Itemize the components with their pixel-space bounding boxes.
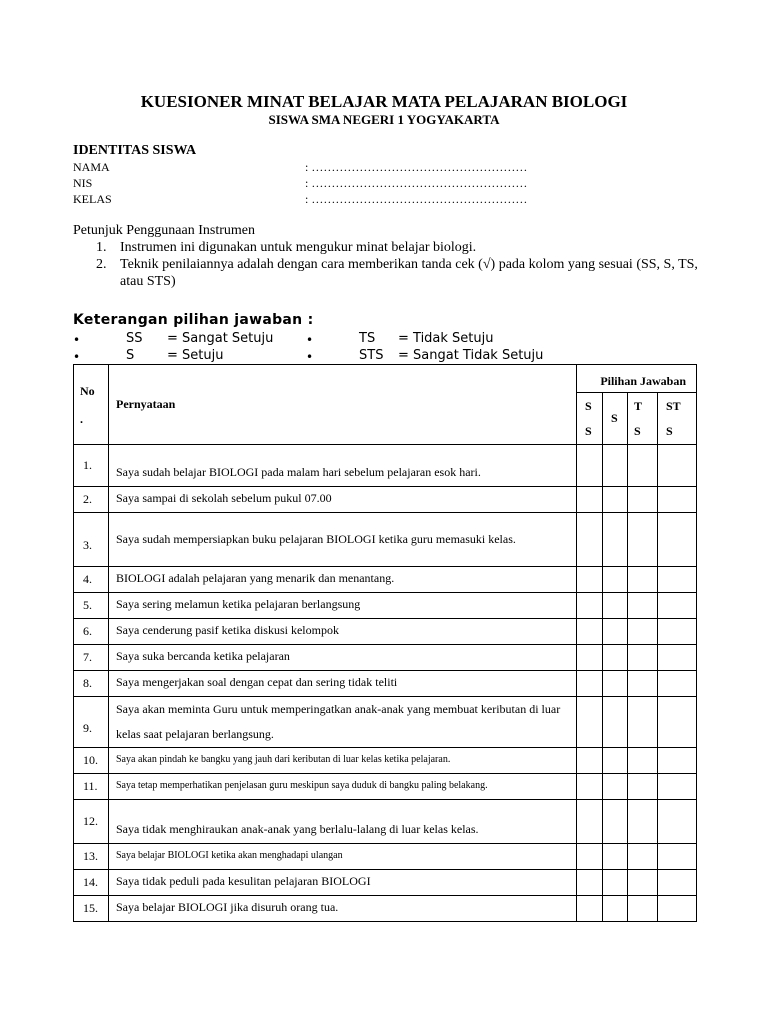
- answer-cell-s[interactable]: [603, 513, 628, 567]
- bullet-icon: •: [73, 333, 81, 347]
- table-row: [74, 645, 697, 671]
- answer-cell-ss[interactable]: [577, 593, 603, 619]
- answer-cell-sts[interactable]: [658, 844, 697, 870]
- answer-cell-ts[interactable]: [628, 513, 658, 567]
- answer-cell-ts[interactable]: [628, 671, 658, 697]
- answer-cell-s[interactable]: [603, 774, 628, 800]
- legend-code: TS: [359, 331, 376, 346]
- answer-cell-sts[interactable]: [658, 567, 697, 593]
- answer-cell-sts[interactable]: [658, 671, 697, 697]
- answer-cell-s[interactable]: [603, 800, 628, 844]
- legend-meaning: = Sangat Tidak Setuju: [398, 348, 544, 363]
- choice-header-ts: [628, 393, 658, 445]
- column-header-no-dot: .: [80, 411, 83, 426]
- instruction-text: Teknik penilaiannya adalah dengan cara memberikan tanda cek (√) pada kolom yang sesuai (SS, S, TS, atau STS): [120, 257, 698, 289]
- statement-text: Saya suka bercanda ketika pelajaran: [109, 645, 577, 671]
- answer-cell-s[interactable]: [603, 748, 628, 774]
- answer-cell-s[interactable]: [603, 593, 628, 619]
- answer-cell-ss[interactable]: [577, 844, 603, 870]
- table-row: [74, 567, 697, 593]
- table-row: [74, 774, 697, 800]
- answer-cell-ss[interactable]: [577, 567, 603, 593]
- answer-cell-ts[interactable]: [628, 487, 658, 513]
- answer-cell-ts[interactable]: [628, 896, 658, 922]
- answer-cell-ts[interactable]: [628, 593, 658, 619]
- answer-cell-ss[interactable]: [577, 800, 603, 844]
- answer-cell-s[interactable]: [603, 671, 628, 697]
- choice-header-line: ST: [666, 398, 681, 413]
- nis-field[interactable]: : ………………………………………………: [305, 176, 528, 190]
- answer-cell-ts[interactable]: [628, 697, 658, 748]
- identity-heading: IDENTITAS SISWA: [73, 143, 197, 158]
- answer-cell-ts[interactable]: [628, 748, 658, 774]
- identity-row-nama: [73, 160, 527, 175]
- answer-cell-sts[interactable]: [658, 748, 697, 774]
- table-row: [74, 844, 697, 870]
- answer-cell-ss[interactable]: [577, 774, 603, 800]
- row-number: 9.: [74, 697, 109, 748]
- answer-cell-ss[interactable]: [577, 445, 603, 487]
- statement-text: Saya tidak peduli pada kesulitan pelajaran BIOLOGI: [109, 870, 577, 896]
- choice-header-line: T: [634, 398, 643, 413]
- answer-cell-ts[interactable]: [628, 619, 658, 645]
- answer-cell-ss[interactable]: [577, 487, 603, 513]
- row-number: 14.: [74, 870, 109, 896]
- table-row: [74, 697, 697, 748]
- answer-cell-sts[interactable]: [658, 513, 697, 567]
- answer-cell-sts[interactable]: [658, 697, 697, 748]
- row-number: 12.: [74, 800, 109, 844]
- answer-cell-ts[interactable]: [628, 645, 658, 671]
- identity-label: NAMA: [73, 160, 110, 174]
- column-header-statement: Pernyataan: [109, 365, 577, 445]
- answer-cell-s[interactable]: [603, 896, 628, 922]
- answer-cell-sts[interactable]: [658, 896, 697, 922]
- table-row: [74, 748, 697, 774]
- instruction-number: 1.: [96, 240, 107, 255]
- statement-text: Saya belajar BIOLOGI jika disuruh orang tua.: [109, 896, 577, 922]
- statement-text: Saya mengerjakan soal dengan cepat dan sering tidak teliti: [109, 671, 577, 697]
- answer-cell-s[interactable]: [603, 697, 628, 748]
- identity-row-kelas: [73, 192, 527, 207]
- row-number: 1.: [74, 445, 109, 487]
- answer-cell-sts[interactable]: [658, 445, 697, 487]
- statement-text: BIOLOGI adalah pelajaran yang menarik dan menantang.: [109, 567, 577, 593]
- table-row: [74, 513, 697, 567]
- answer-cell-s[interactable]: [603, 445, 628, 487]
- answer-cell-sts[interactable]: [658, 800, 697, 844]
- answer-cell-s[interactable]: [603, 645, 628, 671]
- column-header-no-text: No: [80, 383, 95, 398]
- legend-meaning: = Setuju: [167, 348, 224, 363]
- class-field[interactable]: : ………………………………………………: [305, 192, 528, 206]
- answer-cell-ts[interactable]: [628, 445, 658, 487]
- legend-code: STS: [359, 348, 384, 363]
- table-body: [74, 445, 697, 922]
- row-number: 6.: [74, 619, 109, 645]
- bullet-icon: •: [306, 333, 314, 347]
- answer-cell-ss[interactable]: [577, 748, 603, 774]
- answer-cell-ss[interactable]: [577, 513, 603, 567]
- answer-cell-ts[interactable]: [628, 774, 658, 800]
- answer-cell-ss[interactable]: [577, 645, 603, 671]
- answer-cell-sts[interactable]: [658, 487, 697, 513]
- legend-code: S: [126, 348, 135, 363]
- legend-meaning: = Tidak Setuju: [398, 331, 494, 346]
- answer-cell-sts[interactable]: [658, 774, 697, 800]
- statement-text: Saya sering melamun ketika pelajaran berlangsung: [109, 593, 577, 619]
- answer-cell-sts[interactable]: [658, 645, 697, 671]
- answer-cell-sts[interactable]: [658, 619, 697, 645]
- choice-header-line: S: [585, 423, 592, 438]
- choice-header-sts: [658, 393, 697, 445]
- statement-text: Saya akan meminta Guru untuk memperingatkan anak-anak yang membuat keributan di luar kelas saat pelajaran berlangsung.: [109, 697, 577, 748]
- choice-header-s: S: [603, 393, 628, 445]
- legend-heading: Keterangan pilihan jawaban :: [73, 312, 314, 328]
- statement-text: Saya tetap memperhatikan penjelasan guru meskipun saya duduk di bangku paling belakang.: [109, 774, 577, 800]
- answer-cell-ss[interactable]: [577, 619, 603, 645]
- table-row: [74, 896, 697, 922]
- statement-text: Saya belajar BIOLOGI ketika akan menghadapi ulangan: [109, 844, 577, 870]
- statement-text: Saya sampai di sekolah sebelum pukul 07.00: [109, 487, 577, 513]
- statement-text: Saya tidak menghiraukan anak-anak yang berlalu-lalang di luar kelas kelas.: [109, 800, 577, 844]
- identity-label: KELAS: [73, 192, 112, 206]
- row-number: 3.: [74, 513, 109, 567]
- choice-header-line: S: [585, 398, 592, 413]
- answer-cell-ts[interactable]: [628, 870, 658, 896]
- answer-cell-ts[interactable]: [628, 844, 658, 870]
- column-header-no: [74, 365, 109, 445]
- statement-text: Saya cenderung pasif ketika diskusi kelompok: [109, 619, 577, 645]
- answer-cell-ts[interactable]: [628, 800, 658, 844]
- answer-cell-s[interactable]: [603, 567, 628, 593]
- answer-cell-ts[interactable]: [628, 567, 658, 593]
- row-number: 15.: [74, 896, 109, 922]
- row-number: 11.: [74, 774, 109, 800]
- choice-header-line: S: [634, 423, 641, 438]
- instructions-heading: Petunjuk Penggunaan Instrumen: [73, 223, 255, 238]
- table-row: [74, 593, 697, 619]
- row-number: 7.: [74, 645, 109, 671]
- questionnaire-table: [73, 364, 697, 922]
- legend-code: SS: [126, 331, 143, 346]
- statement-text: Saya sudah belajar BIOLOGI pada malam hari sebelum pelajaran esok hari.: [109, 445, 577, 487]
- identity-label: NIS: [73, 176, 93, 190]
- answer-cell-ss[interactable]: [577, 870, 603, 896]
- row-number: 10.: [74, 748, 109, 774]
- instruction-text: Instrumen ini digunakan untuk mengukur minat belajar biologi.: [120, 240, 477, 255]
- table-row: [74, 800, 697, 844]
- row-number: 13.: [74, 844, 109, 870]
- instruction-number: 2.: [96, 257, 107, 272]
- statement-text: Saya akan pindah ke bangku yang jauh dari keributan di luar kelas ketika pelajaran.: [109, 748, 577, 774]
- table-row: [74, 487, 697, 513]
- choice-header-ss: [577, 393, 603, 445]
- table-row: [74, 619, 697, 645]
- row-number: 2.: [74, 487, 109, 513]
- statement-text: Saya sudah mempersiapkan buku pelajaran BIOLOGI ketika guru memasuki kelas.: [109, 513, 577, 567]
- table-row: [74, 445, 697, 487]
- document-title: KUESIONER MINAT BELAJAR MATA PELAJARAN BIOLOGI: [140, 92, 628, 111]
- document-subtitle: SISWA SMA NEGERI 1 YOGYAKARTA: [268, 112, 500, 127]
- choice-header-line: S: [666, 423, 673, 438]
- table-header-row: [74, 365, 697, 393]
- table-row: [74, 870, 697, 896]
- row-number: 5.: [74, 593, 109, 619]
- row-number: 4.: [74, 567, 109, 593]
- column-header-choice: Pilihan Jawaban: [577, 365, 697, 393]
- answer-cell-s[interactable]: [603, 619, 628, 645]
- identity-row-nis: [73, 176, 527, 191]
- answer-cell-sts[interactable]: [658, 593, 697, 619]
- answer-cell-ss[interactable]: [577, 896, 603, 922]
- row-number: 8.: [74, 671, 109, 697]
- bullet-icon: •: [73, 350, 81, 364]
- table-row: [74, 671, 697, 697]
- answer-cell-ss[interactable]: [577, 671, 603, 697]
- answer-cell-ss[interactable]: [577, 697, 603, 748]
- name-field[interactable]: : ………………………………………………: [305, 160, 528, 174]
- answer-cell-sts[interactable]: [658, 870, 697, 896]
- bullet-icon: •: [306, 350, 314, 364]
- answer-cell-s[interactable]: [603, 870, 628, 896]
- answer-cell-s[interactable]: [603, 844, 628, 870]
- answer-cell-s[interactable]: [603, 487, 628, 513]
- legend-meaning: = Sangat Setuju: [167, 331, 274, 346]
